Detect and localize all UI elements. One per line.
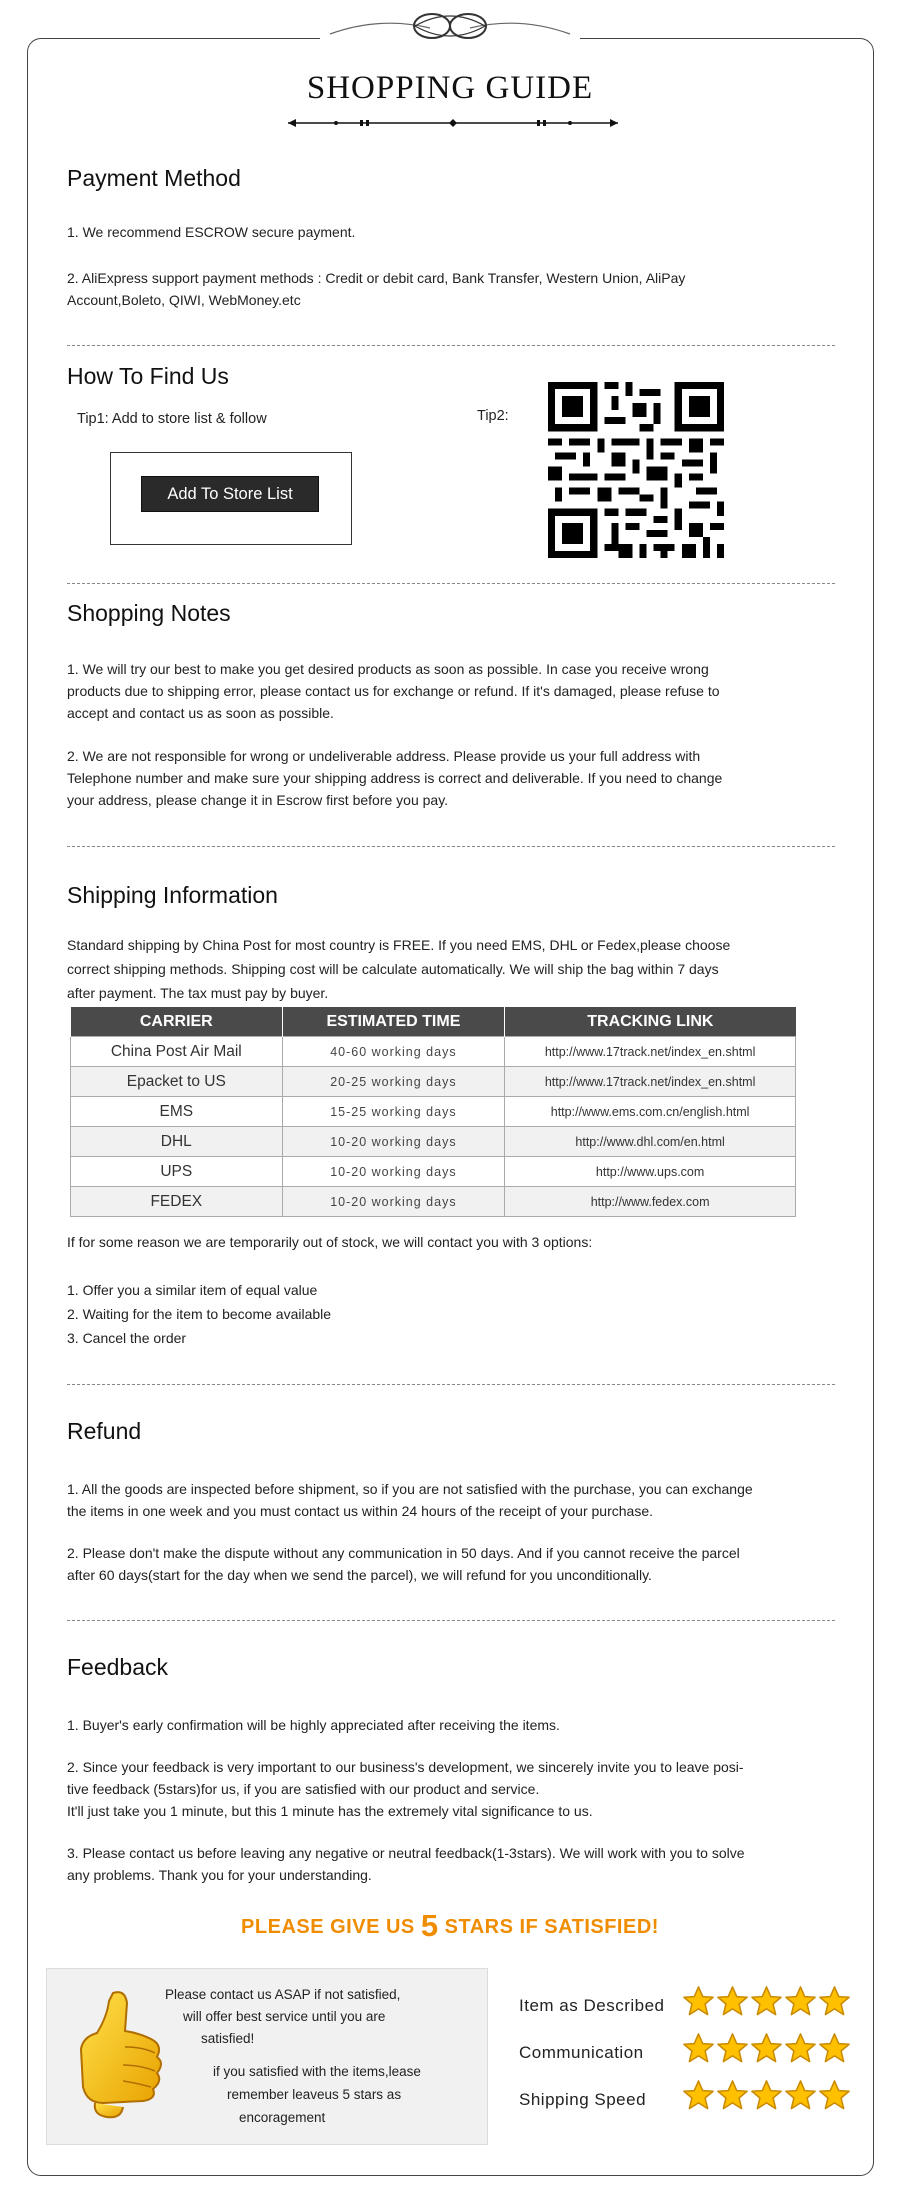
page-title: SHOPPING GUIDE xyxy=(306,70,594,106)
carrier-cell: Epacket to US xyxy=(71,1067,283,1097)
star-icon xyxy=(818,2079,851,2112)
contact-line-3: satisfied! xyxy=(201,2031,255,2046)
carrier-cell: DHL xyxy=(71,1127,283,1157)
tip2-text: Tip2: xyxy=(477,408,509,424)
star-icon xyxy=(716,1985,749,2018)
divider xyxy=(67,1384,835,1385)
feedback-text-2c: It'll just take you 1 minute, but this 1 minute has the extremely vital significance to us. xyxy=(67,1803,593,1819)
table-row xyxy=(71,1097,796,1127)
notes-text-2c: your address, please change it in Escrow first before you pay. xyxy=(67,792,449,808)
tip1-text: Tip1: Add to store list & follow xyxy=(77,411,267,427)
payment-text-2b: Account,Boleto, QIWI, WebMoney.etc xyxy=(67,292,301,308)
star-icon xyxy=(784,2032,817,2065)
star-icon xyxy=(716,2079,749,2112)
refund-text-2b: after 60 days(start for the day when we send the parcel), we will refund for you unconditionally. xyxy=(67,1567,652,1583)
carrier-cell: China Post Air Mail xyxy=(71,1037,283,1067)
feedback-text-1: 1. Buyer's early confirmation will be highly appreciated after receiving the items. xyxy=(67,1717,560,1733)
star-icon xyxy=(682,2079,715,2112)
star-rating-item-described xyxy=(682,1985,857,2019)
notes-text-2a: 2. We are not responsible for wrong or undeliverable address. Please provide us your full address with xyxy=(67,748,701,764)
header-tracking-link: TRACKING LINK xyxy=(505,1007,796,1037)
tracking-link[interactable]: http://www.17track.net/index_en.shtml xyxy=(505,1037,796,1067)
payment-text-1: 1. We recommend ESCROW secure payment. xyxy=(67,224,356,240)
time-cell: 40-60 working days xyxy=(282,1037,505,1067)
rating-label-item-described: Item as Described xyxy=(519,1996,665,2015)
star-icon xyxy=(682,1985,715,2018)
banner-text-after: STARS IF SATISFIED! xyxy=(438,1916,659,1938)
carrier-cell: UPS xyxy=(71,1157,283,1187)
table-row xyxy=(71,1067,796,1097)
carrier-cell: EMS xyxy=(71,1097,283,1127)
time-cell: 15-25 working days xyxy=(282,1097,505,1127)
table-header-row xyxy=(71,1007,796,1037)
notes-text-2b: Telephone number and make sure your shipping address is correct and deliverable. If you need to change xyxy=(67,770,723,786)
feedback-text-2b: tive feedback (5stars)for us, if you are satisfied with our product and service. xyxy=(67,1781,540,1797)
star-icon xyxy=(784,1985,817,2018)
time-cell: 10-20 working days xyxy=(282,1187,505,1217)
contact-line-4: if you satisfied with the items,lease xyxy=(213,2064,421,2079)
option-3: 3. Cancel the order xyxy=(67,1330,187,1346)
divider xyxy=(67,1620,835,1621)
refund-text-1b: the items in one week and you must contact us within 24 hours of the receipt of your purchase. xyxy=(67,1503,653,1519)
banner-number: 5 xyxy=(420,1908,439,1943)
contact-box xyxy=(46,1968,488,2145)
table-row xyxy=(71,1037,796,1067)
tracking-link[interactable]: http://www.dhl.com/en.html xyxy=(505,1127,796,1157)
contact-line-5: remember leaveus 5 stars as xyxy=(227,2087,402,2102)
find-us-heading: How To Find Us xyxy=(67,363,229,389)
carrier-cell: FEDEX xyxy=(71,1187,283,1217)
tracking-link[interactable]: http://www.17track.net/index_en.shtml xyxy=(505,1067,796,1097)
divider xyxy=(67,345,835,346)
top-ornament-icon xyxy=(320,6,580,42)
contact-line-2: will offer best service until you are xyxy=(183,2009,386,2024)
feedback-heading: Feedback xyxy=(67,1654,169,1680)
time-cell: 10-20 working days xyxy=(282,1157,505,1187)
payment-heading: Payment Method xyxy=(67,165,241,191)
title-divider-icon xyxy=(288,116,618,130)
star-icon xyxy=(750,1985,783,2018)
star-icon xyxy=(750,2079,783,2112)
rating-label-shipping-speed: Shipping Speed xyxy=(519,2090,647,2109)
payment-text-2a: 2. AliExpress support payment methods : Credit or debit card, Bank Transfer, Western Union, AliPay xyxy=(67,270,686,286)
divider xyxy=(67,846,835,847)
table-row xyxy=(71,1157,796,1187)
refund-text-2a: 2. Please don't make the dispute without any communication in 50 days. And if you cannot receive the parcel xyxy=(67,1545,740,1561)
time-cell: 10-20 working days xyxy=(282,1127,505,1157)
star-icon xyxy=(818,1985,851,2018)
rating-label-communication: Communication xyxy=(519,2043,644,2062)
star-icon xyxy=(818,2032,851,2065)
refund-heading: Refund xyxy=(67,1418,142,1444)
star-icon xyxy=(716,2032,749,2065)
star-rating-communication xyxy=(682,2032,857,2066)
divider xyxy=(67,583,835,584)
feedback-text-3a: 3. Please contact us before leaving any negative or neutral feedback(1-3stars). We will work with you to solve xyxy=(67,1845,745,1861)
shipping-intro-b: correct shipping methods. Shipping cost will be calculate automatically. We will ship the bag within 7 days xyxy=(67,961,719,977)
header-estimated-time: ESTIMATED TIME xyxy=(282,1007,505,1037)
refund-text-1a: 1. All the goods are inspected before shipment, so if you are not satisfied with the purchase, you can exchange xyxy=(67,1481,753,1497)
feedback-text-3b: any problems. Thank you for your understanding. xyxy=(67,1867,372,1883)
header-carrier: CARRIER xyxy=(71,1007,283,1037)
shipping-table xyxy=(70,1007,796,1217)
add-to-store-list-button[interactable]: Add To Store List xyxy=(141,476,319,512)
stock-note: If for some reason we are temporarily out of stock, we will contact you with 3 options: xyxy=(67,1234,593,1250)
table-row xyxy=(71,1127,796,1157)
shipping-intro-a: Standard shipping by China Post for most country is FREE. If you need EMS, DHL or Fedex,please choose xyxy=(67,937,731,953)
shipping-intro-c: after payment. The tax must pay by buyer. xyxy=(67,985,329,1001)
table-row xyxy=(71,1187,796,1217)
time-cell: 20-25 working days xyxy=(282,1067,505,1097)
contact-line-1: Please contact us ASAP if not satisfied, xyxy=(165,1987,401,2002)
feedback-text-2a: 2. Since your feedback is very important to our business's development, we sincerely invite you to leave posi- xyxy=(67,1759,744,1775)
thumbs-up-icon xyxy=(73,1987,165,2127)
notes-heading: Shopping Notes xyxy=(67,600,231,626)
contact-line-6: encoragement xyxy=(239,2110,326,2125)
banner-text-before: PLEASE GIVE US xyxy=(241,1916,421,1938)
star-icon xyxy=(750,2032,783,2065)
qr-code-icon[interactable] xyxy=(548,382,724,558)
star-icon xyxy=(784,2079,817,2112)
option-1: 1. Offer you a similar item of equal value xyxy=(67,1282,318,1298)
tracking-link[interactable]: http://www.ups.com xyxy=(505,1157,796,1187)
notes-text-1c: accept and contact us as soon as possible. xyxy=(67,705,334,721)
notes-text-1b: products due to shipping error, please contact us for exchange or refund. If it's damaged, please refuse to xyxy=(67,683,720,699)
tracking-link[interactable]: http://www.fedex.com xyxy=(505,1187,796,1217)
shipping-heading: Shipping Information xyxy=(67,882,278,908)
tracking-link[interactable]: http://www.ems.com.cn/english.html xyxy=(505,1097,796,1127)
star-rating-shipping-speed xyxy=(682,2079,857,2113)
five-stars-banner xyxy=(0,1908,900,1944)
option-2: 2. Waiting for the item to become available xyxy=(67,1306,332,1322)
add-store-box xyxy=(110,452,352,545)
notes-text-1a: 1. We will try our best to make you get desired products as soon as possible. In case you receive wrong xyxy=(67,661,709,677)
star-icon xyxy=(682,2032,715,2065)
